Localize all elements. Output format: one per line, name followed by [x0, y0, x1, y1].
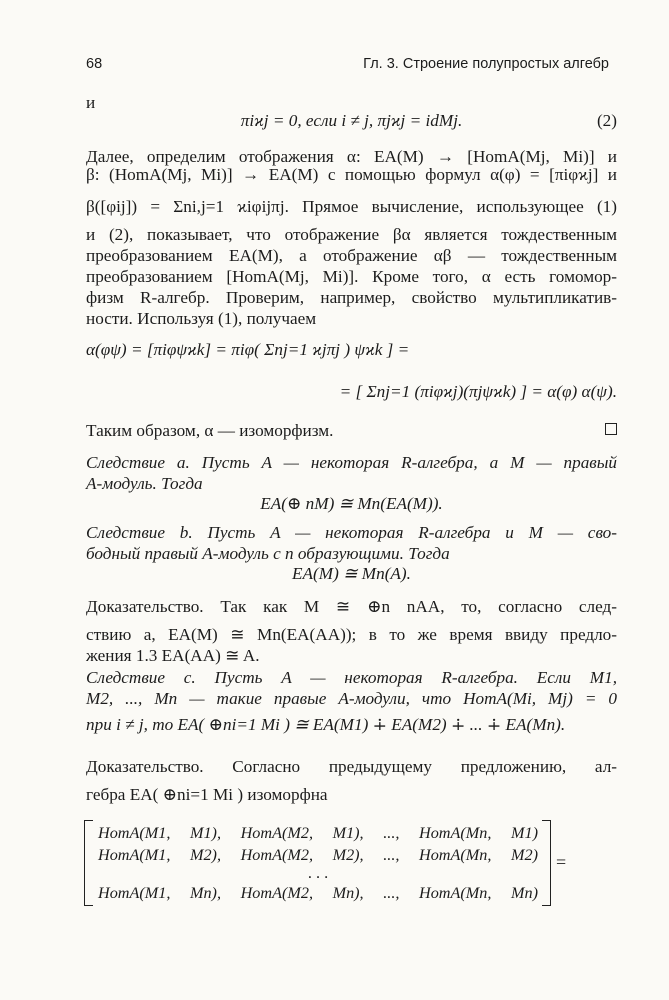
matrix-bracket-left: [84, 820, 93, 906]
proof-line: Доказательство. Согласно предыдущему предложению, ал-: [86, 757, 617, 776]
corollary-b: Следствие b. Пусть A — некоторая R-алгебра и M — сво-: [86, 523, 617, 542]
display-formula: EA(M) ≅ Mn(A).: [292, 564, 411, 583]
text-line: ности. Используя (1), получаем: [86, 309, 317, 328]
book-page: 68 Гл. 3. Строение полупростых алгебр и πiϰj = 0, если i ≠ j, πjϰj = idMj. (2) Далее, определим отображения α: EA(M) → [HomA(Mj, Mi)] и β: (HomA(Mj, Mi)] → EA(M) с помощью формул α(φ) = [πiφϰj] и β([φij]) = Σni,j=1 ϰiφijπj. Прямое вычисление, использующее (1) и (2), показывает, что отображение βα является тождественным преобразованием EA(M), а отображение αβ — тождественным преобразованием [HomA(Mj, Mi)]. Кроме того, α есть гомомор- физм R-алгебр. Проверим, например, свойство мультипликатив- ности. Используя (1), получаем α(φψ) = [πiφψϰk] = πiφ( Σnj=1 ϰjπj ) ψϰk ] = = [ Σnj=1 (πiφϰj)(πjψϰk) ] = α(φ) α(ψ). Таким образом, α — изоморфизм. Следствие a. Пусть A — некоторая R-алгебра, а M — правый A-модуль. Тогда EA(⊕ nM) ≅ Mn(EA(M)). Следствие b. Пусть A — некоторая R-алгебра и M — сво- бодный правый A-модуль с n образующими. Тогда EA(M) ≅ Mn(A). Доказательство. Так как M ≅ ⊕n nAA, то, согласно след- ствию a, EA(M) ≅ Mn(EA(AA)); в то же время ввиду предло- жения 1.3 EA(AA) ≅ A. Следствие c. Пусть A — некоторая R-алгебра. Если M1, M2, ..., Mn — такие правые A-модули, что HomA(Mi, Mj) = 0 при i ≠ j, то EA( ⊕ni=1 Mi ) ≅ EA(M1) ∔ EA(M2) ∔ ... ∔ EA(Mn). Доказательство. Согласно предыдущему предложению, ал- гебра EA( ⊕ni=1 Mi ) изоморфна HomA(M1, M1), HomA(M2, M1), ..., HomA(Mn, M1) HomA(M1, M2), HomA(M2, M2), ..., HomA(Mn, M2) . . . HomA(M1, Mn), HomA(M2, Mn), ..., HomA(Mn, Mn) =: [0, 0, 669, 1000]
text-line: Таким образом, α — изоморфизм.: [86, 421, 334, 440]
matrix-ellipsis: . . .: [307, 864, 329, 882]
text-line: бодный правый A-модуль с n образующими. Тогда: [86, 544, 450, 563]
text-line: β([φij]) = Σni,j=1 ϰiφijπj. Прямое вычисление, использующее (1): [86, 197, 617, 216]
display-formula: α(φψ) = [πiφψϰk] = πiφ( Σnj=1 ϰjπj ) ψϰk ] =: [86, 340, 410, 359]
text-line: преобразованием EA(M), а отображение αβ — тождественным: [86, 246, 617, 265]
corollary-a: Следствие a. Пусть A — некоторая R-алгебра, а M — правый: [86, 453, 617, 472]
text-line: физм R-алгебр. Проверим, например, свойство мультипликатив-: [86, 288, 617, 307]
text-line: гебра EA( ⊕ni=1 Mi ) изоморфна: [86, 785, 328, 804]
text-line: M2, ..., Mn — такие правые A-модули, что HomA(Mi, Mj) = 0: [86, 689, 617, 708]
matrix-row: HomA(M1, Mn), HomA(M2, Mn), ..., HomA(Mn, Mn): [98, 884, 538, 902]
text-line: и (2), показывает, что отображение βα является тождественным: [86, 225, 617, 244]
page-header: [86, 56, 609, 76]
display-formula: при i ≠ j, то EA( ⊕ni=1 Mi ) ≅ EA(M1) ∔ EA(M2) ∔ ... ∔ EA(Mn).: [86, 715, 566, 734]
text-line: A-модуль. Тогда: [86, 474, 203, 493]
text-line: Далее, определим отображения α: EA(M) → [HomA(Mj, Mi)] и: [86, 147, 617, 166]
text-line: ствию a, EA(M) ≅ Mn(EA(AA)); в то же время ввиду предло-: [86, 625, 617, 644]
text-line: преобразованием [HomA(Mj, Mi)]. Кроме того, α есть гомомор-: [86, 267, 617, 286]
page-number: 68: [86, 56, 103, 72]
proof-line: Доказательство. Так как M ≅ ⊕n nAA, то, согласно след-: [86, 597, 617, 616]
equation-2: πiϰj = 0, если i ≠ j, πjϰj = idMj.: [240, 111, 463, 130]
display-formula: = [ Σnj=1 (πiφϰj)(πjψϰk) ] = α(φ) α(ψ).: [339, 382, 617, 401]
text-line: и: [86, 93, 96, 112]
display-formula: EA(⊕ nM) ≅ Mn(EA(M)).: [260, 494, 443, 513]
corollary-c: Следствие c. Пусть A — некоторая R-алгебра. Если M1,: [86, 668, 617, 687]
text-line: жения 1.3 EA(AA) ≅ A.: [86, 646, 260, 665]
matrix-row: HomA(M1, M1), HomA(M2, M1), ..., HomA(Mn, M1): [98, 824, 538, 842]
matrix-bracket-right: [542, 820, 551, 906]
matrix-equals: =: [556, 852, 567, 872]
running-title: Гл. 3. Строение полупростых алгебр: [363, 56, 609, 72]
text-line: β: (HomA(Mj, Mi)] → EA(M) с помощью формул α(φ) = [πiφϰj] и: [86, 165, 617, 184]
matrix-row: HomA(M1, M2), HomA(M2, M2), ..., HomA(Mn, M2): [98, 846, 538, 864]
